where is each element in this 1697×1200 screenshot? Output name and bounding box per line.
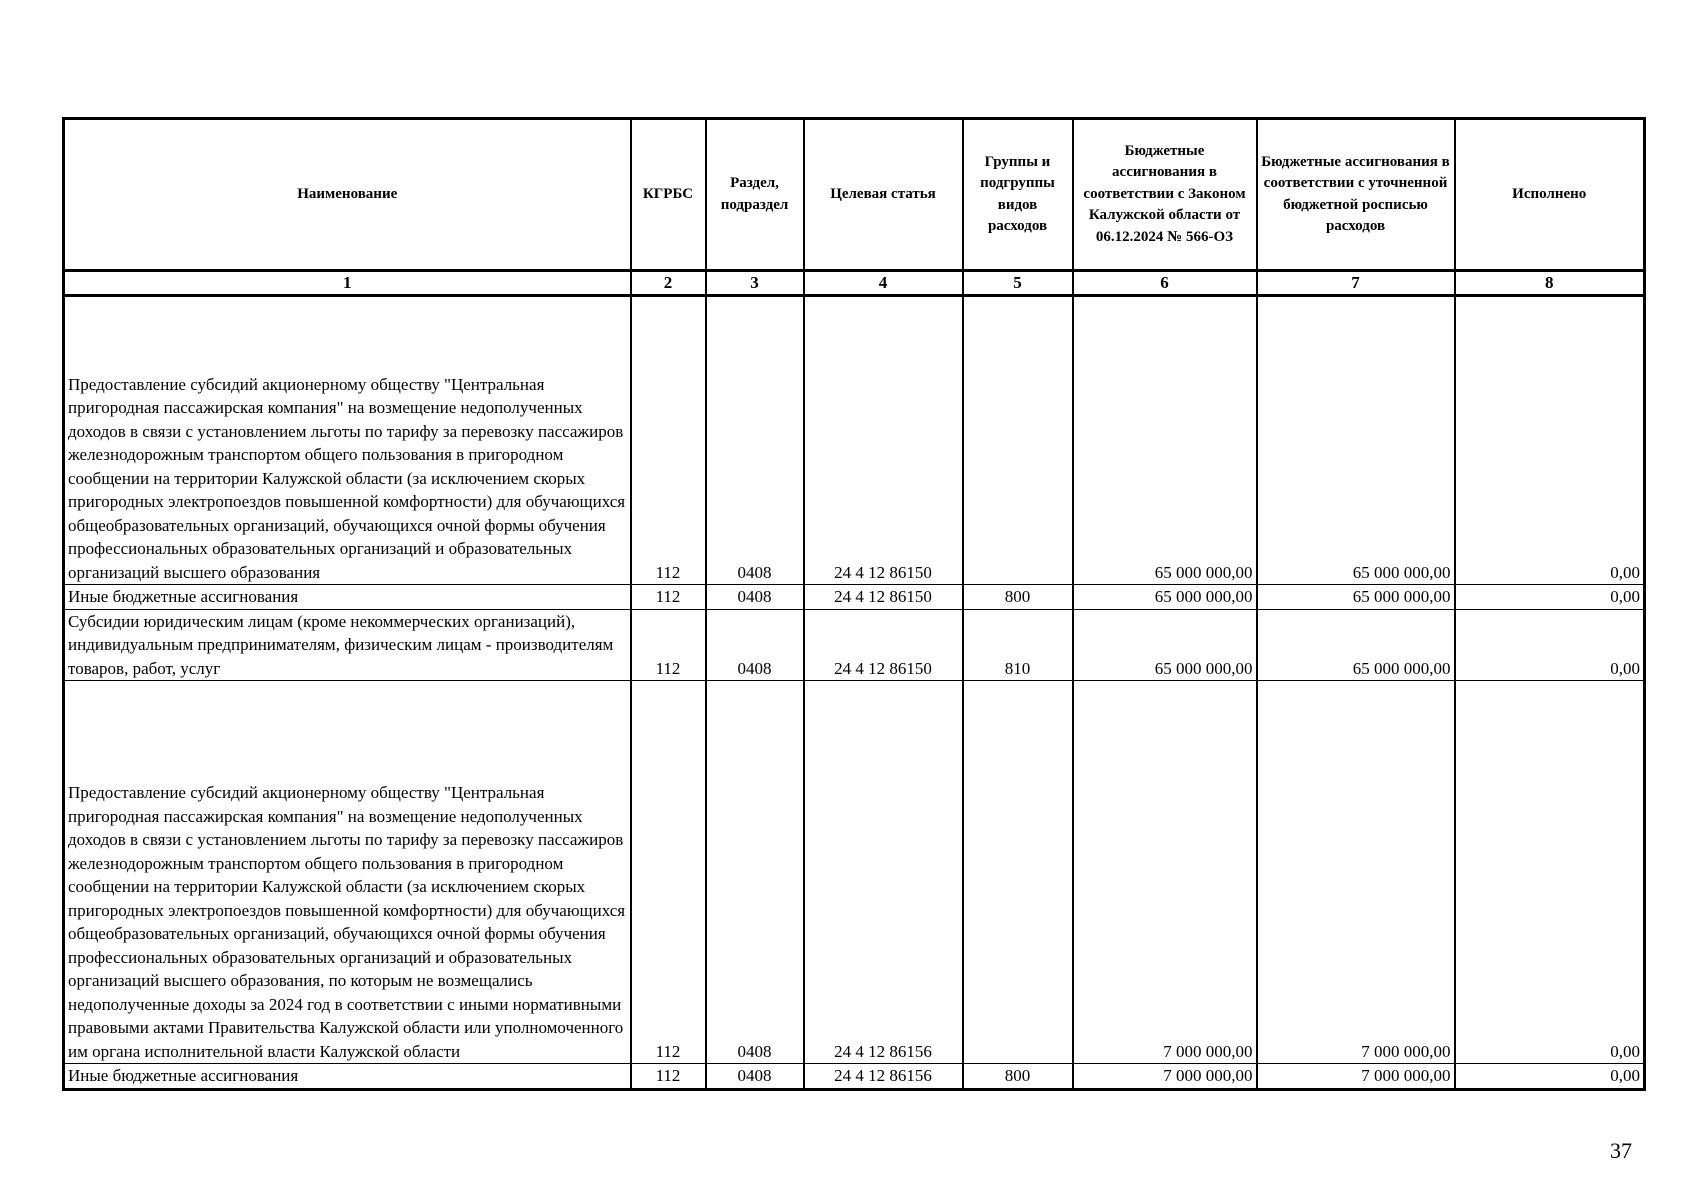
row-executed: 0,00 [1455,585,1645,610]
column-number: 5 [963,271,1073,296]
row-law: 7 000 000,00 [1073,681,1257,1064]
row-refined: 65 000 000,00 [1257,585,1455,610]
row-article: 24 4 12 86150 [804,585,963,610]
row-executed: 0,00 [1455,1064,1645,1090]
page-number: 37 [1610,1138,1632,1163]
row-law: 65 000 000,00 [1073,609,1257,681]
row-section: 0408 [706,585,804,610]
header-executed: Исполнено [1455,119,1645,271]
row-kgrbs: 112 [631,609,706,681]
column-number-row [64,271,1645,296]
table-row [64,296,1645,585]
row-article: 24 4 12 86156 [804,681,963,1064]
row-section: 0408 [706,681,804,1064]
header-group: Группы и подгруппы видов расходов [963,119,1073,271]
row-refined: 7 000 000,00 [1257,681,1455,1064]
row-section: 0408 [706,1064,804,1090]
row-section: 0408 [706,296,804,585]
row-name: Субсидии юридическим лицам (кроме некоммерческих организаций), индивидуальным предпринимателям, физическим лицам - производителям товаров, работ, услуг [64,609,631,681]
header-refined: Бюджетные ассигнования в соответствии с уточненной бюджетной росписью расходов [1257,119,1455,271]
row-group: 800 [963,1064,1073,1090]
header-law: Бюджетные ассигнования в соответствии с Законом Калужской области от 06.12.2024 № 566-ОЗ [1073,119,1257,271]
row-article: 24 4 12 86156 [804,1064,963,1090]
row-group [963,681,1073,1064]
header-name: Наименование [64,119,631,271]
row-group [963,296,1073,585]
row-name: Иные бюджетные ассигнования [64,585,631,610]
row-executed: 0,00 [1455,681,1645,1064]
header-row [64,119,1645,271]
row-article: 24 4 12 86150 [804,609,963,681]
row-refined: 65 000 000,00 [1257,609,1455,681]
row-law: 7 000 000,00 [1073,1064,1257,1090]
header-article: Целевая статья [804,119,963,271]
row-group: 800 [963,585,1073,610]
row-law: 65 000 000,00 [1073,296,1257,585]
row-section: 0408 [706,609,804,681]
table-row [64,585,1645,610]
column-number: 6 [1073,271,1257,296]
row-law: 65 000 000,00 [1073,585,1257,610]
row-name: Предоставление субсидий акционерному обществу "Центральная пригородная пассажирская компания" на возмещение недополученных доходов в связи с установлением льготы по тарифу за перевозку пассажиров железнодорожным транспортом общего пользования в пригородном сообщении на территории Калужской области (за исключением скорых пригородных электропоездов повышенной комфортности) для обучающихся общеобразовательных организаций, обучающихся очной формы обучения профессиональных образовательных организаций и образовательных организаций высшего образования, по которым не возмещались недополученные доходы за 2024 год в соответствии с иными нормативными правовыми актами Правительства Калужской области или уполномоченного им органа исполнительной власти Калужской области [64,681,631,1064]
header-section: Раздел, подраздел [706,119,804,271]
row-kgrbs: 112 [631,681,706,1064]
row-name: Иные бюджетные ассигнования [64,1064,631,1090]
header-kgrbs: КГРБС [631,119,706,271]
row-article: 24 4 12 86150 [804,296,963,585]
row-executed: 0,00 [1455,609,1645,681]
column-number: 4 [804,271,963,296]
budget-table [62,117,1646,1091]
row-refined: 7 000 000,00 [1257,1064,1455,1090]
row-refined: 65 000 000,00 [1257,296,1455,585]
table-row [64,1064,1645,1090]
row-group: 810 [963,609,1073,681]
row-kgrbs: 112 [631,585,706,610]
column-number: 7 [1257,271,1455,296]
table-row [64,609,1645,681]
row-name: Предоставление субсидий акционерному обществу "Центральная пригородная пассажирская компания" на возмещение недополученных доходов в связи с установлением льготы по тарифу за перевозку пассажиров железнодорожным транспортом общего пользования в пригородном сообщении на территории Калужской области (за исключением скорых пригородных электропоездов повышенной комфортности) для обучающихся общеобразовательных организаций, обучающихся очной формы обучения профессиональных образовательных организаций и образовательных организаций высшего образования [64,296,631,585]
row-kgrbs: 112 [631,296,706,585]
row-executed: 0,00 [1455,296,1645,585]
table-row [64,681,1645,1064]
row-kgrbs: 112 [631,1064,706,1090]
column-number: 1 [64,271,631,296]
column-number: 3 [706,271,804,296]
column-number: 2 [631,271,706,296]
column-number: 8 [1455,271,1645,296]
